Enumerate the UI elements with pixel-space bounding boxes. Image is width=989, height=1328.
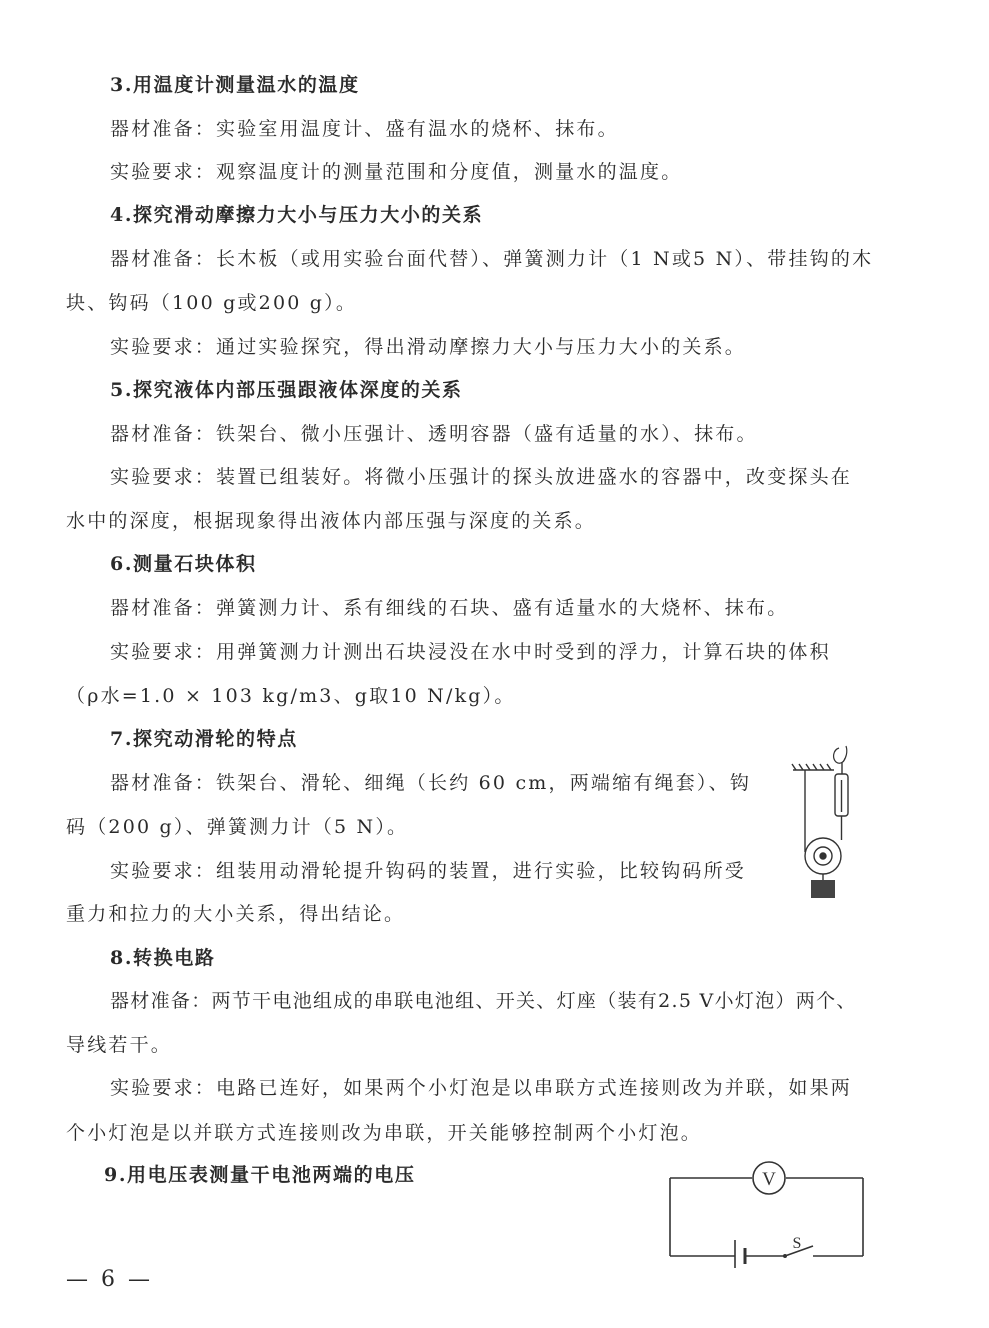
section-5-requirement-line-2: 水中的深度，根据现象得出液体内部压强与深度的关系。 (66, 510, 597, 532)
switch-label: S (792, 1235, 802, 1252)
section-7-requirement-line-1: 实验要求：组装用动滑轮提升钩码的装置，进行实验，比较钩码所受 (110, 860, 747, 882)
section-8-title: 8.转换电路 (110, 947, 216, 969)
section-5-equipment: 器材准备：铁架台、微小压强计、透明容器（盛有适量的水）、抹布。 (110, 423, 758, 445)
voltmeter-circuit-diagram (665, 1158, 870, 1268)
section-4-equipment-line-1: 器材准备：长木板（或用实验台面代替）、弹簧测力计（1 N或5 N）、带挂钩的木 (110, 248, 874, 270)
section-9-title: 9.用电压表测量干电池两端的电压 (104, 1164, 416, 1186)
section-4-requirement: 实验要求：通过实验探究，得出滑动摩擦力大小与压力大小的关系。 (110, 336, 747, 358)
pulley-diagram-figure (790, 740, 870, 900)
section-8-equipment-line-2: 导线若干。 (66, 1034, 173, 1056)
section-7-title: 7.探究动滑轮的特点 (110, 728, 298, 750)
section-7-equipment-line-2: 码（200 g）、弹簧测力计（5 N）。 (66, 816, 409, 838)
section-6-requirement-line-1: 实验要求：用弹簧测力计测出石块浸没在水中时受到的浮力，计算石块的体积 (110, 641, 831, 663)
section-5-requirement-line-1: 实验要求：装置已组装好。将微小压强计的探头放进盛水的容器中，改变探头在 (110, 466, 853, 488)
section-6-title: 6.测量石块体积 (110, 553, 257, 575)
section-7-equipment-line-1: 器材准备：铁架台、滑轮、细绳（长约 60 cm，两端缩有绳套）、钩 (110, 772, 752, 794)
section-8-equipment-line-1: 器材准备：两节干电池组成的串联电池组、开关、灯座（装有2.5 V小灯泡）两个、 (110, 990, 857, 1012)
section-5-title: 5.探究液体内部压强跟液体深度的关系 (110, 379, 463, 401)
section-6-equipment: 器材准备：弹簧测力计、系有细线的石块、盛有适量水的大烧杯、抹布。 (110, 597, 789, 619)
section-4-title: 4.探究滑动摩擦力大小与压力大小的关系 (110, 204, 484, 226)
page-number: — 6 — (66, 1267, 153, 1292)
section-3-title: 3.用温度计测量温水的温度 (110, 74, 360, 96)
section-4-equipment-line-2: 块、钩码（100 g或200 g）。 (66, 292, 358, 314)
voltmeter-label: V (762, 1169, 776, 1190)
section-6-requirement-line-2: （ρ水=1.0 × 103 kg/m3、g取10 N/kg）。 (66, 685, 516, 707)
section-8-requirement-line-1: 实验要求：电路已连好，如果两个小灯泡是以串联方式连接则改为并联，如果两 (110, 1077, 853, 1099)
section-3-equipment: 器材准备：实验室用温度计、盛有温水的烧杯、抹布。 (110, 118, 619, 140)
section-8-requirement-line-2: 个小灯泡是以并联方式连接则改为串联，开关能够控制两个小灯泡。 (66, 1122, 703, 1144)
section-3-requirement: 实验要求：观察温度计的测量范围和分度值，测量水的温度。 (110, 161, 683, 183)
section-7-requirement-line-2: 重力和拉力的大小关系，得出结论。 (66, 903, 406, 925)
